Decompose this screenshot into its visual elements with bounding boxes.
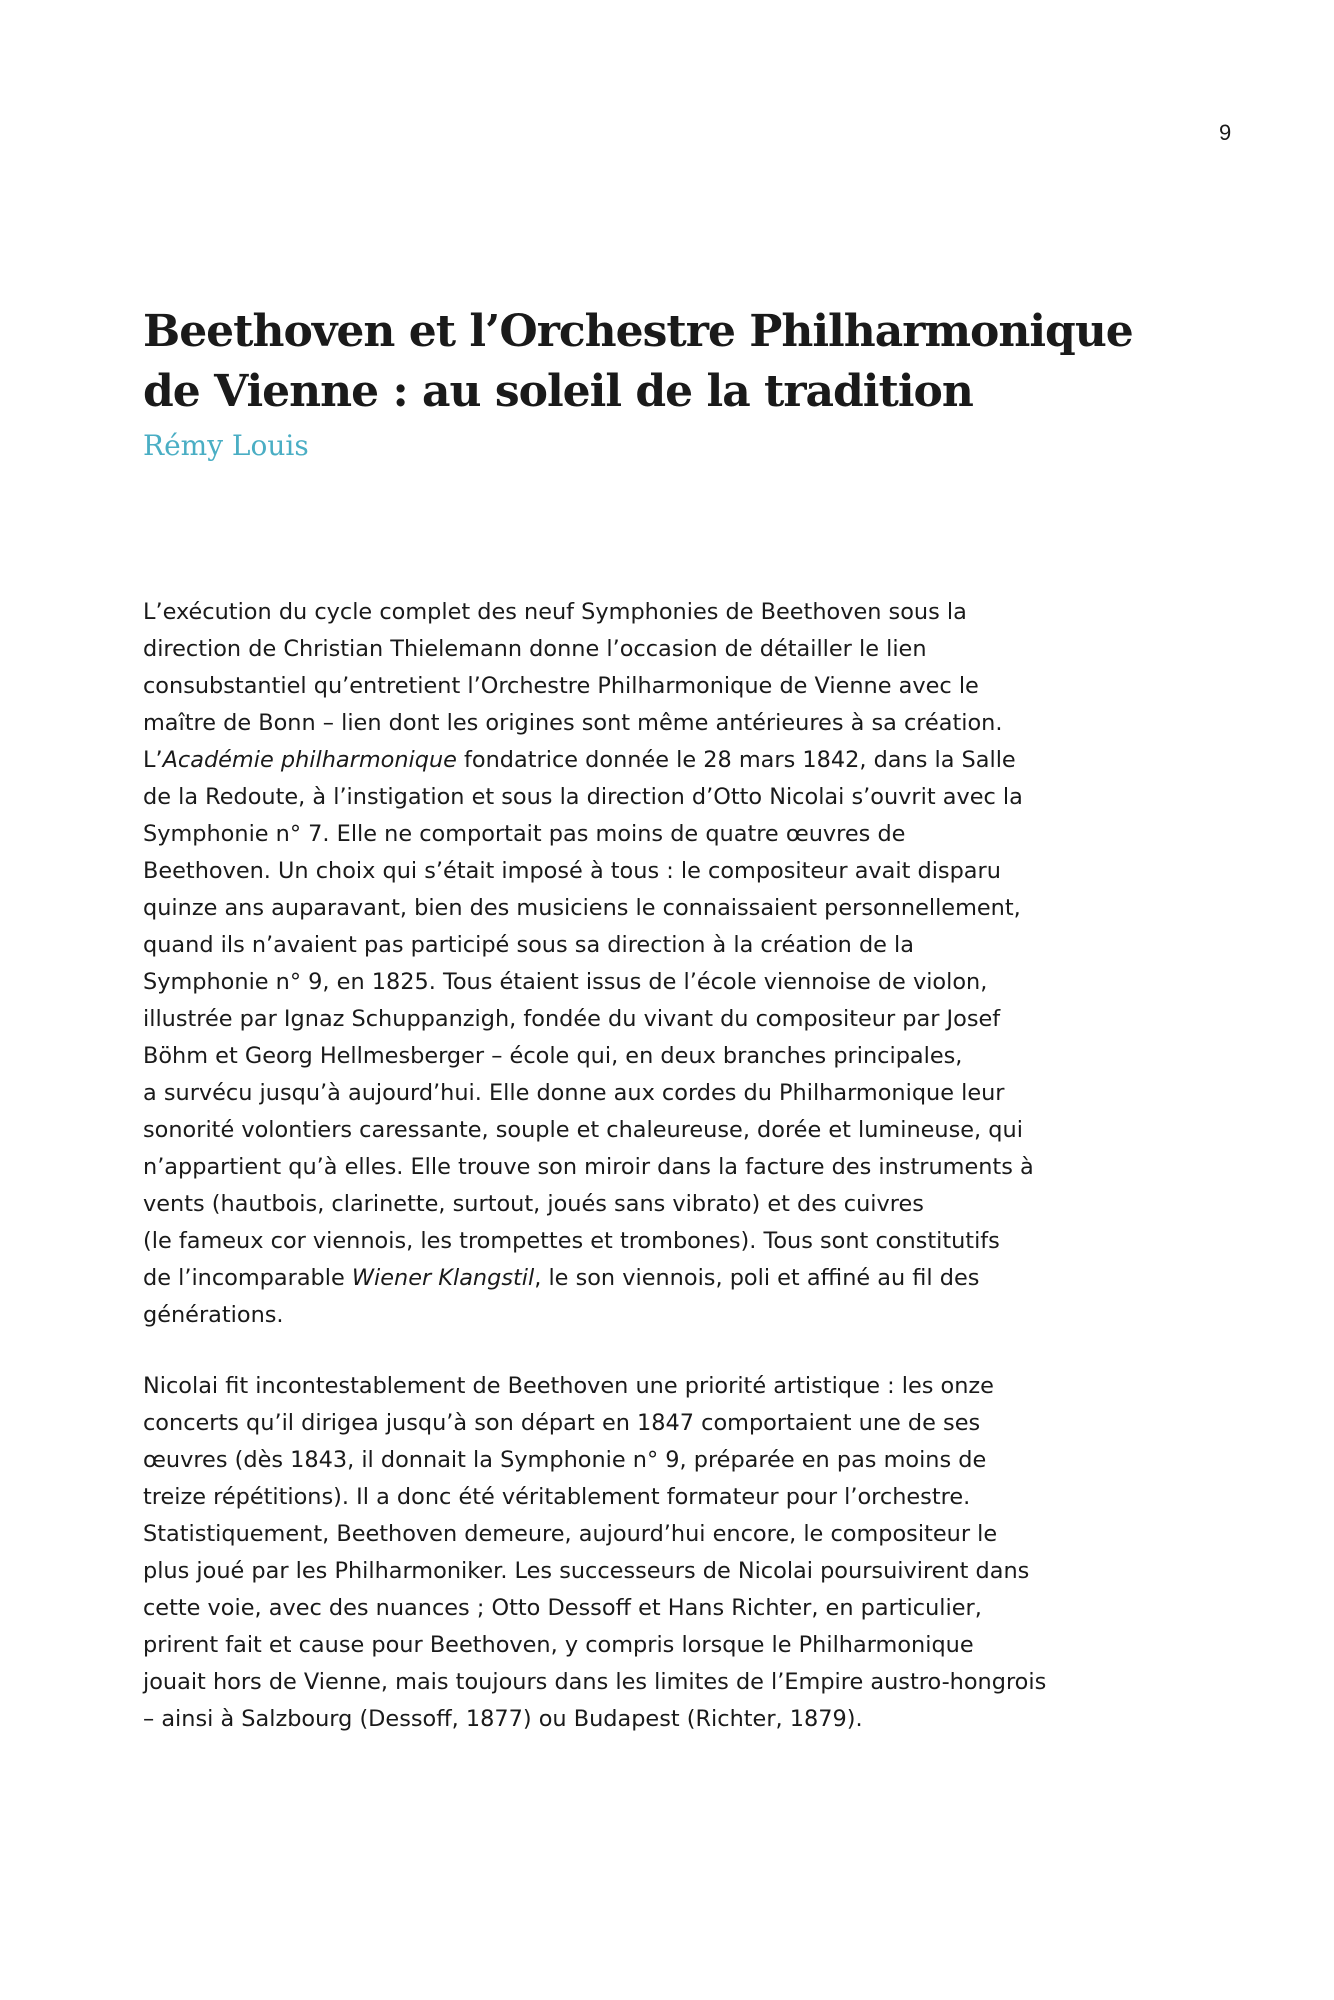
text-line: maître de Bonn – lien dont les origines sont même antérieures à sa création. — [143, 710, 1003, 736]
text-line: L’exécution du cycle complet des neuf Symphonies de Beethoven sous la — [143, 599, 967, 625]
italic-title: Académie philharmonique — [162, 747, 457, 773]
text-line: œuvres (dès 1843, il donnait la Symphonie n° 9, préparée en pas moins de — [143, 1447, 987, 1473]
text-run: , le son viennois, poli et affiné au fil des — [534, 1265, 980, 1291]
text-line: générations. — [143, 1302, 284, 1328]
text-line: cette voie, avec des nuances ; Otto Dessoff et Hans Richter, en particulier, — [143, 1595, 982, 1621]
text-line: illustrée par Ignaz Schuppanzigh, fondée du vivant du compositeur par Josef — [143, 1006, 1001, 1032]
title-line-2: de Vienne : au soleil de la tradition — [143, 366, 973, 417]
text-line: Symphonie n° 7. Elle ne comportait pas moins de quatre œuvres de — [143, 821, 906, 847]
body-paragraph-2 — [143, 1368, 1243, 1738]
text-line: direction de Christian Thielemann donne l’occasion de détailler le lien — [143, 636, 927, 662]
text-line: quinze ans auparavant, bien des musiciens le connaissaient personnellement, — [143, 895, 1021, 921]
body-paragraph-1 — [143, 594, 1243, 1334]
text-line: Statistiquement, Beethoven demeure, aujourd’hui encore, le compositeur le — [143, 1521, 998, 1547]
text-line: quand ils n’avaient pas participé sous sa direction à la création de la — [143, 932, 915, 958]
text-run: fondatrice donnée le 28 mars 1842, dans la Salle — [456, 747, 1016, 773]
text-line — [143, 742, 1243, 779]
author-name: Rémy Louis — [143, 429, 309, 462]
text-run: L’ — [143, 747, 163, 773]
article-title — [143, 302, 1243, 422]
text-line: a survécu jusqu’à aujourd’hui. Elle donne aux cordes du Philharmonique leur — [143, 1080, 1005, 1106]
text-line: concerts qu’il dirigea jusqu’à son départ en 1847 comportaient une de ses — [143, 1410, 981, 1436]
text-line: – ainsi à Salzbourg (Dessoff, 1877) ou Budapest (Richter, 1879). — [143, 1706, 863, 1732]
italic-term: Wiener Klangstil — [351, 1265, 535, 1291]
text-line: sonorité volontiers caressante, souple et chaleureuse, dorée et lumineuse, qui — [143, 1117, 1023, 1143]
text-line: n’appartient qu’à elles. Elle trouve son miroir dans la facture des instruments à — [143, 1154, 1034, 1180]
text-line: jouait hors de Vienne, mais toujours dans les limites de l’Empire austro-hongrois — [143, 1669, 1047, 1695]
text-line: Nicolai fit incontestablement de Beethoven une priorité artistique : les onze — [143, 1373, 994, 1399]
page-number: 9 — [1219, 120, 1232, 145]
title-line-1: Beethoven et l’Orchestre Philharmonique — [143, 306, 1133, 357]
text-line: Böhm et Georg Hellmesberger – école qui, en deux branches principales, — [143, 1043, 963, 1069]
text-line: consubstantiel qu’entretient l’Orchestre Philharmonique de Vienne avec le — [143, 673, 979, 699]
text-line: Symphonie n° 9, en 1825. Tous étaient issus de l’école viennoise de violon, — [143, 969, 988, 995]
text-line: plus joué par les Philharmoniker. Les successeurs de Nicolai poursuivirent dans — [143, 1558, 1030, 1584]
text-line: prirent fait et cause pour Beethoven, y compris lorsque le Philharmonique — [143, 1632, 974, 1658]
text-line: vents (hautbois, clarinette, surtout, joués sans vibrato) et des cuivres — [143, 1191, 924, 1217]
text-line: de la Redoute, à l’instigation et sous la direction d’Otto Nicolai s’ouvrit avec la — [143, 784, 1023, 810]
text-line — [143, 1260, 1243, 1297]
text-line: (le fameux cor viennois, les trompettes et trombones). Tous sont constitutifs — [143, 1228, 1000, 1254]
text-line: treize répétitions). Il a donc été véritablement formateur pour l’orchestre. — [143, 1484, 971, 1510]
text-line: Beethoven. Un choix qui s’était imposé à tous : le compositeur avait disparu — [143, 858, 1001, 884]
text-run: de l’incomparable — [143, 1265, 352, 1291]
